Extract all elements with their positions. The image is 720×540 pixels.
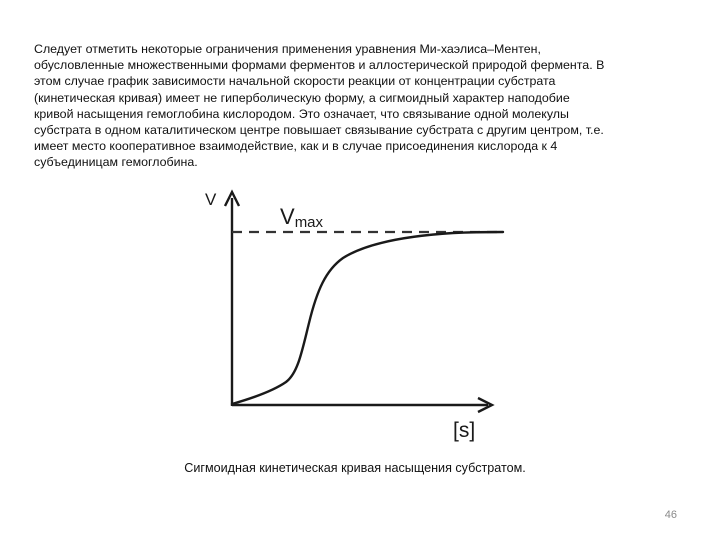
x-axis-label: [s] <box>453 419 476 442</box>
vmax-label-subscript: max <box>294 214 324 231</box>
sigmoid-curve <box>232 232 503 404</box>
body-paragraph: Следует отметить некоторые ограничения применения уравнения Ми-хаэлиса–Ментен, обусловленные множественными формами ферментов и аллостерической природой фермента. В этом случае график зависимости начальной скорости реакции от концентрации субстрата (кинетическая кривая) имеет не гиперболическую форму, а сигмоидный характер наподобие кривой насыщения гемоглобина кислородом. Это означает, что связывание одной молекулы субстрата в одном каталитическом центре повышает связывание субстрата с другим центром, т.е. имеет место кооперативное взаимодействие, как и в случае присоединения кислорода к 4 субъединицам гемоглобина. <box>34 42 605 170</box>
vmax-label <box>280 204 324 231</box>
sigmoid-kinetic-figure <box>185 178 515 448</box>
figure-caption <box>0 461 720 475</box>
page-number: 46 <box>664 509 677 521</box>
figure-caption-text: Сигмоидная кинетическая кривая насыщения субстратом. <box>184 461 526 475</box>
sigmoid-plot <box>185 178 515 448</box>
y-axis-label: V <box>205 190 217 209</box>
vmax-label-main: V <box>280 204 295 229</box>
